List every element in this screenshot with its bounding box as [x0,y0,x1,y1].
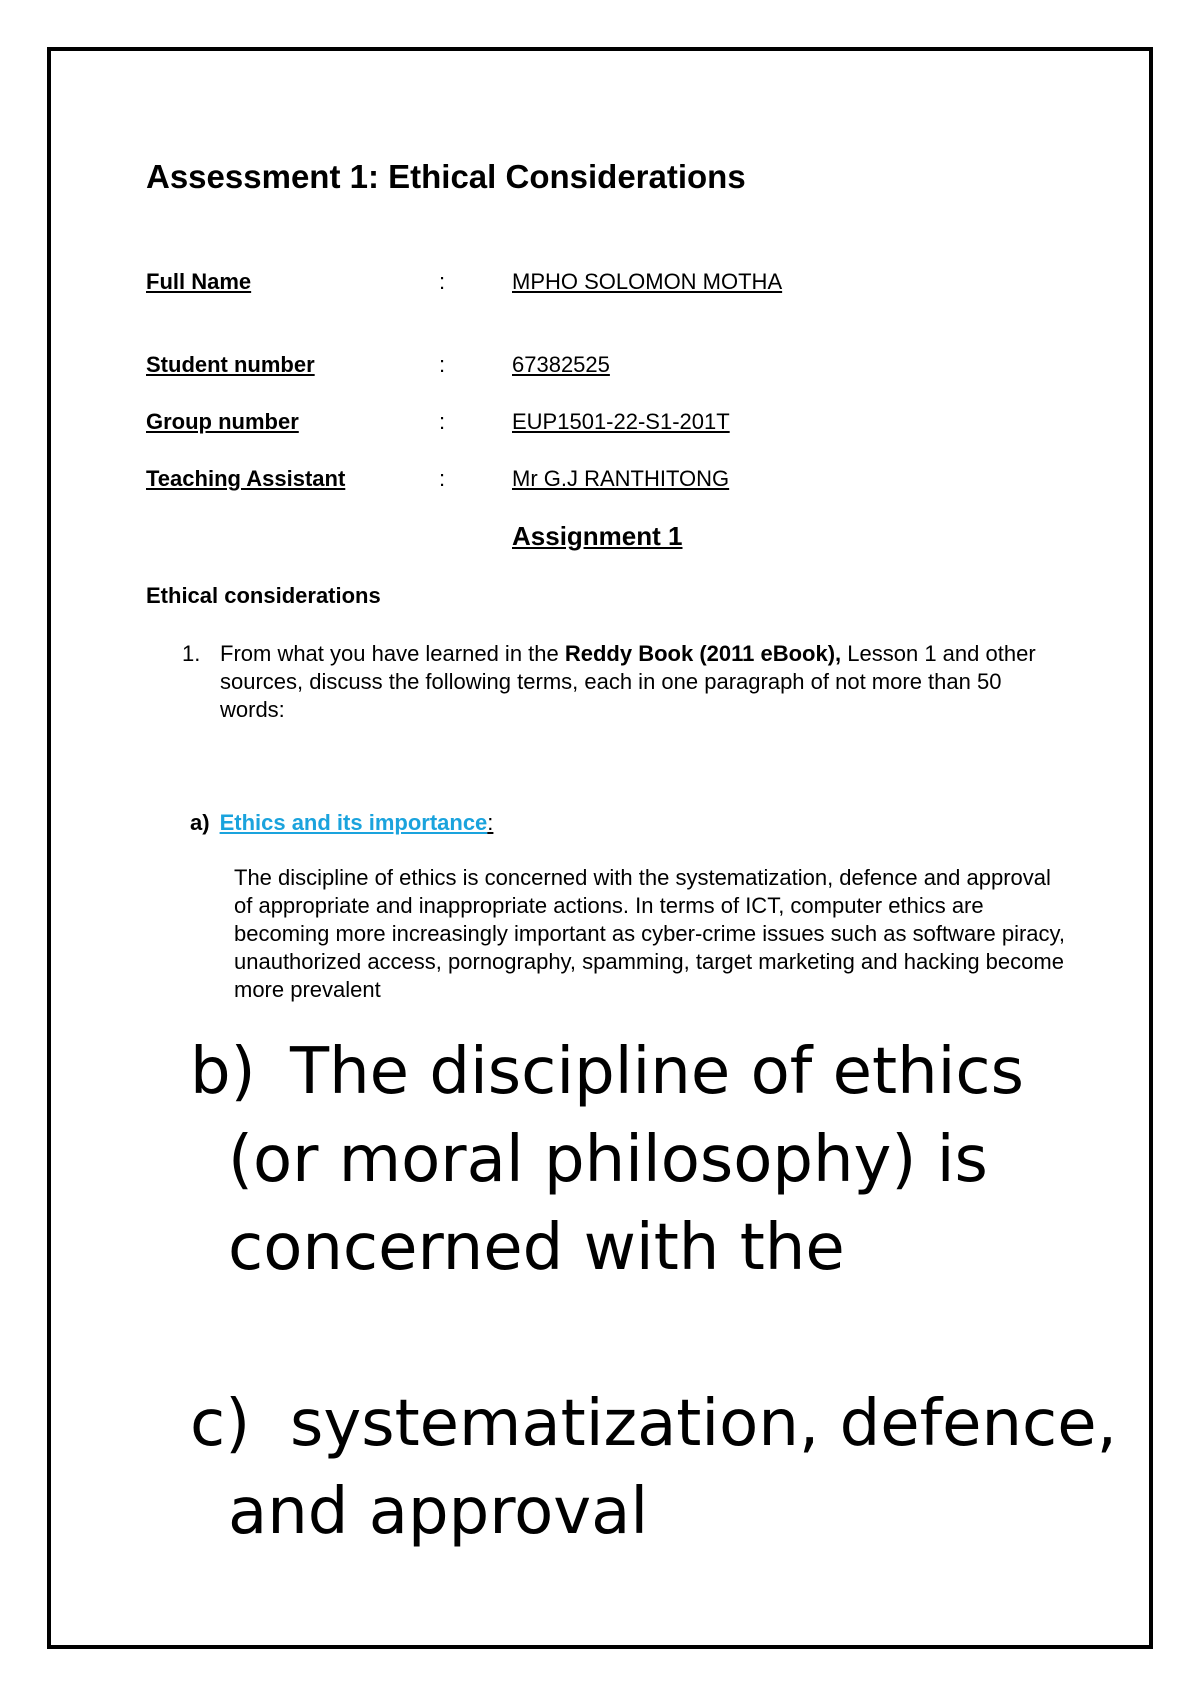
assignment-heading: Assignment 1 [512,521,683,551]
question-number: 1. [182,641,201,666]
document-title: Assessment 1: Ethical Considerations [146,158,746,195]
field-colon: : [439,409,446,434]
field-value: Mr G.J RANTHITONG [512,466,730,491]
section-heading: Ethical considerations [146,583,381,608]
field-value: 67382525 [512,352,610,377]
field-label: Group number [146,409,299,434]
field-value: EUP1501-22-S1-201T [512,409,730,434]
field-colon: : [439,269,446,294]
subquestion-a [190,809,493,837]
question-text [220,640,1050,724]
subquestion-marker: b) [190,1035,256,1109]
question-text-end: Lesson 1 and other sources, discuss the following terms, each in one paragraph of not more than 50 words: [220,641,1036,722]
subquestion-b-text: The discipline of ethics (or moral philosophy) is concerned with the [228,1035,1024,1285]
answer-a-paragraph: The discipline of ethics is concerned with the systematization, defence and approval of appropriate and inappropriate actions. In terms of ICT, computer ethics are becoming more increasingly important as cyber-crime issues such as software piracy, unauthorized access, pornography, spamming, target marketing and hacking become more prevalent [234,865,1066,1002]
field-colon: : [439,352,446,377]
field-label: Teaching Assistant [146,466,346,491]
subquestion-title: Ethics and its importance [219,810,488,835]
subquestion-colon: : [487,810,494,835]
question-book-reference: Reddy Book (2011 eBook), [564,641,842,666]
subquestion-c-text: systematization, defence, and approval [228,1387,1117,1549]
subquestion-marker: c) [190,1387,251,1461]
question-text-start: From what you have learned in the [220,641,565,666]
field-label: Student number [146,352,315,377]
subquestion-marker: a) [190,810,210,835]
field-colon: : [439,466,446,491]
field-label: Full Name [146,269,252,294]
field-value: MPHO SOLOMON MOTHA [512,269,783,294]
